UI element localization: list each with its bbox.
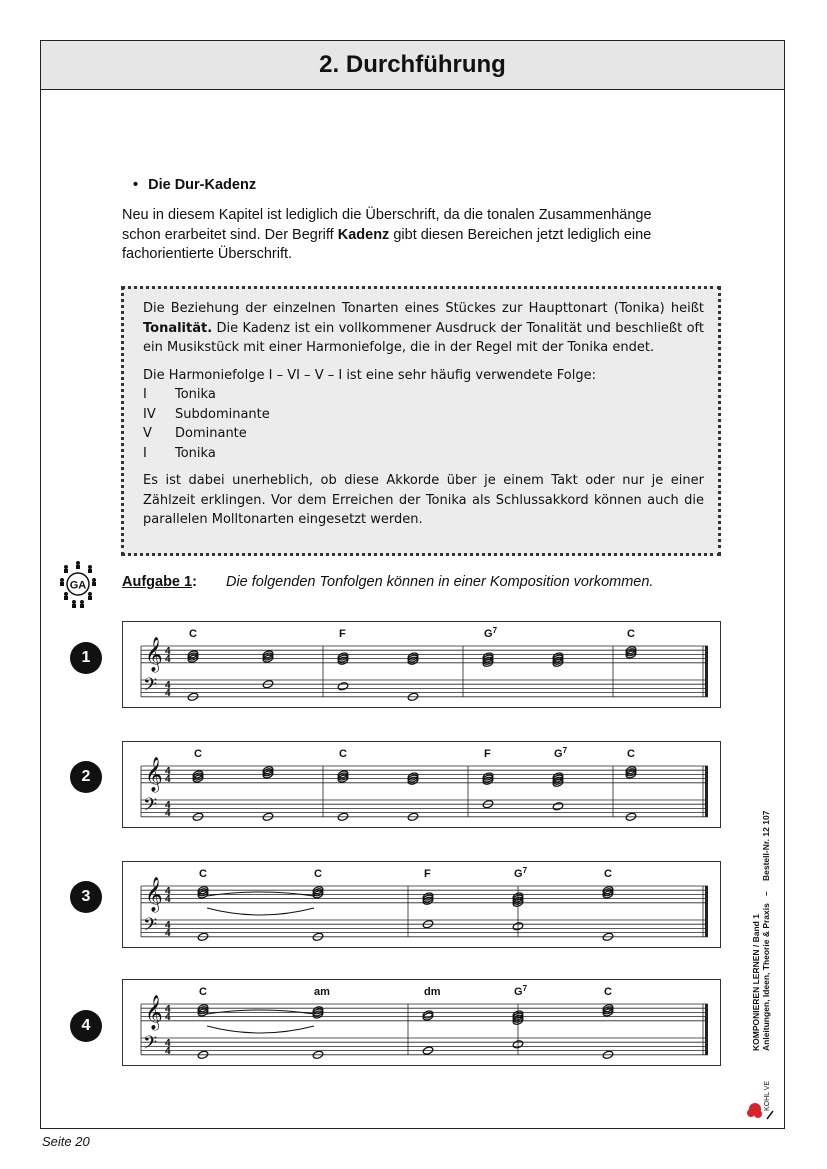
score-exercise-1 [122, 621, 721, 708]
svg-text:4: 4 [165, 928, 171, 939]
exercise-number: 3 [70, 881, 102, 913]
page-number: Seite 20 [42, 1134, 90, 1149]
exercise-number: 1 [70, 642, 102, 674]
exercise-number: 4 [70, 1010, 102, 1042]
svg-text:𝄞: 𝄞 [145, 757, 163, 792]
term-kadenz: Kadenz [337, 226, 390, 243]
exercise-number: 2 [70, 761, 102, 793]
list-item: IV Subdominante [143, 406, 270, 422]
svg-text:𝄢: 𝄢 [143, 1033, 158, 1058]
svg-text:4: 4 [165, 1038, 171, 1049]
chord-symbol: C [199, 986, 207, 998]
publisher-sidebar [751, 751, 791, 1091]
group-work-icon [58, 558, 98, 608]
svg-text:𝄞: 𝄞 [145, 995, 163, 1030]
svg-text:4: 4 [165, 766, 171, 777]
harmony-list [143, 385, 704, 463]
svg-text:𝄢: 𝄢 [143, 795, 158, 820]
group-work-label: GA [69, 579, 87, 592]
chord-symbol: C [199, 868, 207, 880]
chord-symbol: C [194, 748, 202, 760]
svg-text:4: 4 [165, 1004, 171, 1015]
page-frame [40, 40, 785, 1129]
svg-text:𝄞: 𝄞 [145, 877, 163, 912]
chord-symbol: am [314, 986, 330, 998]
chord-symbol: $G^7$ [554, 746, 568, 760]
svg-text:4: 4 [165, 774, 171, 785]
chord-symbol: C [604, 868, 612, 880]
section-heading [133, 177, 256, 193]
definition-box [121, 286, 721, 556]
svg-text:4: 4 [165, 1012, 171, 1023]
intro-paragraph [122, 206, 725, 265]
chord-symbol: F [484, 748, 491, 760]
svg-text:4: 4 [165, 680, 171, 691]
chord-symbol: $G^7$ [514, 866, 528, 880]
chord-symbol: C [627, 748, 635, 760]
chord-symbol: F [424, 868, 431, 880]
svg-text:4: 4 [165, 808, 171, 819]
bullet-marker: • [133, 177, 139, 193]
chord-symbol: dm [424, 986, 441, 998]
sidebar-series-title: KOMPONIEREN LERNEN / Band 1 [751, 914, 761, 1051]
svg-text:𝄞: 𝄞 [145, 637, 163, 672]
svg-text:𝄢: 𝄢 [143, 675, 158, 700]
svg-text:𝄢: 𝄢 [143, 915, 158, 940]
score-exercise-3 [122, 861, 721, 948]
definition-paragraph: Die Harmoniefolge I – VI – V – I ist eine sehr häufig verwendete Folge: [143, 367, 597, 383]
publisher-logo [745, 1081, 781, 1121]
svg-text:4: 4 [165, 646, 171, 657]
definition-paragraph: Die Beziehung der einzelnen Tonarten eines Stückes zur Haupttonart (Tonika) heißt Tonalität. Die Kadenz ist ein vollkommener Ausdruck der Tonalität und beschließt oft ein Musikstück mit einer Harmoniefolge, die in der Regel mit der Tonika endet. [143, 301, 704, 355]
chord-symbol: C [627, 628, 635, 640]
svg-text:4: 4 [165, 920, 171, 931]
definition-paragraph: Es ist dabei unerheblich, ob diese Akkorde über je einem Takt oder nur je einer Zählzeit erklingen. Vor dem Erreichen der Tonika als Schlussakkord können auch die parallelen Molltonarten eingesetzt werden. [143, 473, 704, 527]
svg-text:4: 4 [165, 800, 171, 811]
chord-symbol: $G^7$ [514, 984, 528, 998]
chord-symbol: $G^7$ [484, 626, 498, 640]
score-exercise-2 [122, 741, 721, 828]
task-description: Die folgenden Tonfolgen können in einer Komposition vorkommen. [225, 574, 654, 590]
chord-symbol: F [339, 628, 346, 640]
list-item: I Tonika [143, 387, 216, 402]
chord-symbol: C [189, 628, 197, 640]
task-heading: Aufgabe 1: Die folgenden Tonfolgen können in einer Komposition vorkommen. [122, 574, 654, 590]
intro-line: fachorientierte Überschrift. [122, 246, 293, 262]
page-title: 2. Durchführung [41, 41, 784, 90]
publisher-name: KOHL VERLAG [764, 1081, 771, 1111]
task-label: Aufgabe 1 [122, 574, 193, 590]
svg-text:4: 4 [165, 894, 171, 905]
section-heading-text: Die Dur-Kadenz [148, 177, 257, 193]
svg-text:4: 4 [165, 688, 171, 699]
sidebar-separator: – [761, 891, 771, 896]
svg-text:4: 4 [165, 654, 171, 665]
intro-line: Neu in diesem Kapitel ist lediglich die Überschrift, da die tonalen Zusammenhänge [122, 207, 652, 223]
svg-text:4: 4 [165, 1046, 171, 1057]
intro-line: schon erarbeitet sind. Der Begriff Kadenz gibt diesen Bereichen jetzt lediglich eine [122, 226, 652, 243]
score-exercise-4 [122, 979, 721, 1066]
svg-text:4: 4 [165, 886, 171, 897]
order-number: Bestell-Nr. 12 107 [761, 810, 771, 881]
list-item: I Tonika [143, 445, 216, 461]
term-tonalitaet: Tonalität. [143, 320, 213, 336]
chord-symbol: C [339, 748, 347, 760]
sidebar-subtitle: Anleitungen, Ideen, Theorie & Praxis [761, 903, 771, 1051]
list-item: V Dominante [143, 426, 247, 441]
chord-symbol: C [604, 986, 612, 998]
chord-symbol: C [314, 868, 322, 880]
